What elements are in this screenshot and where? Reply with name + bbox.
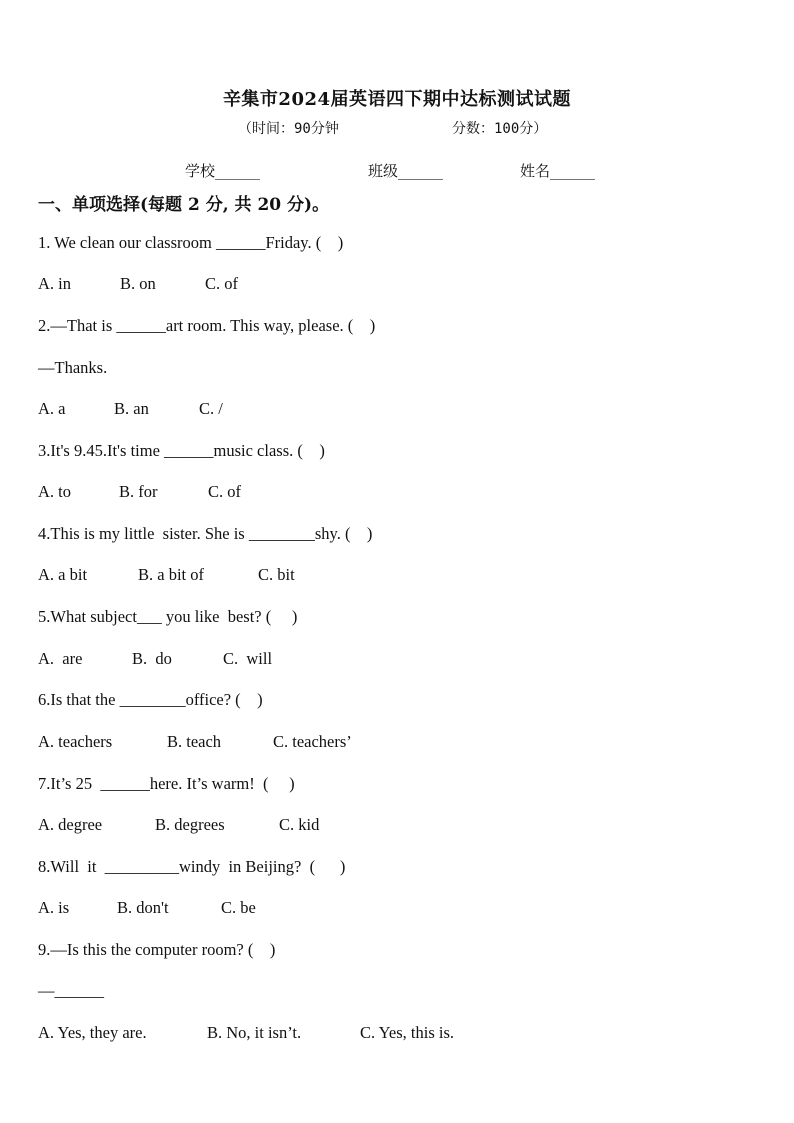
question-7-option-c: C. kid [279, 815, 320, 834]
question-6-option-c: C. teachers’ [273, 732, 352, 751]
question-7-option-b: B. degrees [155, 815, 225, 834]
question-4-option-b: B. a bit of [138, 565, 204, 584]
question-5-option-b: B. do [132, 649, 172, 668]
question-1-stem: 1. We clean our classroom ______Friday. ( ) [38, 233, 344, 252]
class-blank: ______ [398, 162, 444, 180]
question-1-option-a: A. in [38, 274, 71, 293]
question-7-stem: 7.It’s 25 ______here. It’s warm! ( ) [38, 774, 295, 793]
question-9-option-b: B. No, it isn’t. [207, 1023, 302, 1042]
name-field [520, 160, 595, 181]
question-2-option-b: B. an [114, 399, 149, 418]
question-8-option-c: C. be [221, 898, 256, 917]
class-field [368, 160, 443, 181]
question-7-option-a: A. degree [38, 815, 103, 834]
question-2-option-c: C. / [199, 399, 223, 418]
question-4-option-a: A. a bit [38, 565, 88, 584]
question-6-option-a: A. teachers [38, 732, 113, 751]
question-9-option-c: C. Yes, this is. [360, 1023, 454, 1042]
question-9-reply: —______ [38, 981, 104, 1000]
school-field [185, 160, 260, 181]
name-label: 姓名 [520, 162, 551, 180]
question-5-option-c: C. will [223, 649, 273, 668]
question-8-option-b: B. don't [117, 898, 169, 917]
school-blank: ______ [215, 162, 261, 180]
question-1-option-b: B. on [120, 274, 156, 293]
question-3-option-c: C. of [208, 482, 241, 501]
question-3-option-a: A. to [38, 482, 71, 501]
question-4-option-c: C. bit [258, 565, 295, 584]
question-4-stem: 4.This is my little sister. She is ________shy. ( ) [38, 524, 373, 543]
question-5-stem: 5.What subject___ you like best? ( ) [38, 607, 298, 626]
question-5-option-a: A. are [38, 649, 83, 668]
question-3-option-b: B. for [119, 482, 158, 501]
question-6-option-b: B. teach [167, 732, 222, 751]
exam-time: （时间：90分钟 [238, 121, 339, 137]
exam-title: 辛集市2024届英语四下期中达标测试试题 [222, 89, 572, 110]
section-title: 一、单项选择(每题 2 分, 共 20 分)。 [38, 195, 330, 215]
question-9-stem: 9.—Is this the computer room? ( ) [38, 940, 276, 959]
class-label: 班级 [368, 162, 399, 180]
question-2-option-a: A. a [38, 399, 66, 418]
question-3-stem: 3.It's 9.45.It's time ______music class. ( ) [38, 441, 325, 460]
question-8-option-a: A. is [38, 898, 70, 917]
question-8-stem: 8.Will it _________windy in Beijing? ( ) [38, 857, 346, 876]
question-9-option-a: A. Yes, they are. [38, 1023, 147, 1042]
school-label: 学校 [185, 162, 216, 180]
question-2-stem: 2.—That is ______art room. This way, please. ( ) [38, 316, 376, 335]
question-1-option-c: C. of [205, 274, 238, 293]
question-6-stem: 6.Is that the ________office? ( ) [38, 690, 263, 709]
question-2-reply: —Thanks. [38, 358, 108, 377]
name-blank: ______ [550, 162, 596, 180]
exam-score: 分数：100分） [452, 121, 548, 137]
